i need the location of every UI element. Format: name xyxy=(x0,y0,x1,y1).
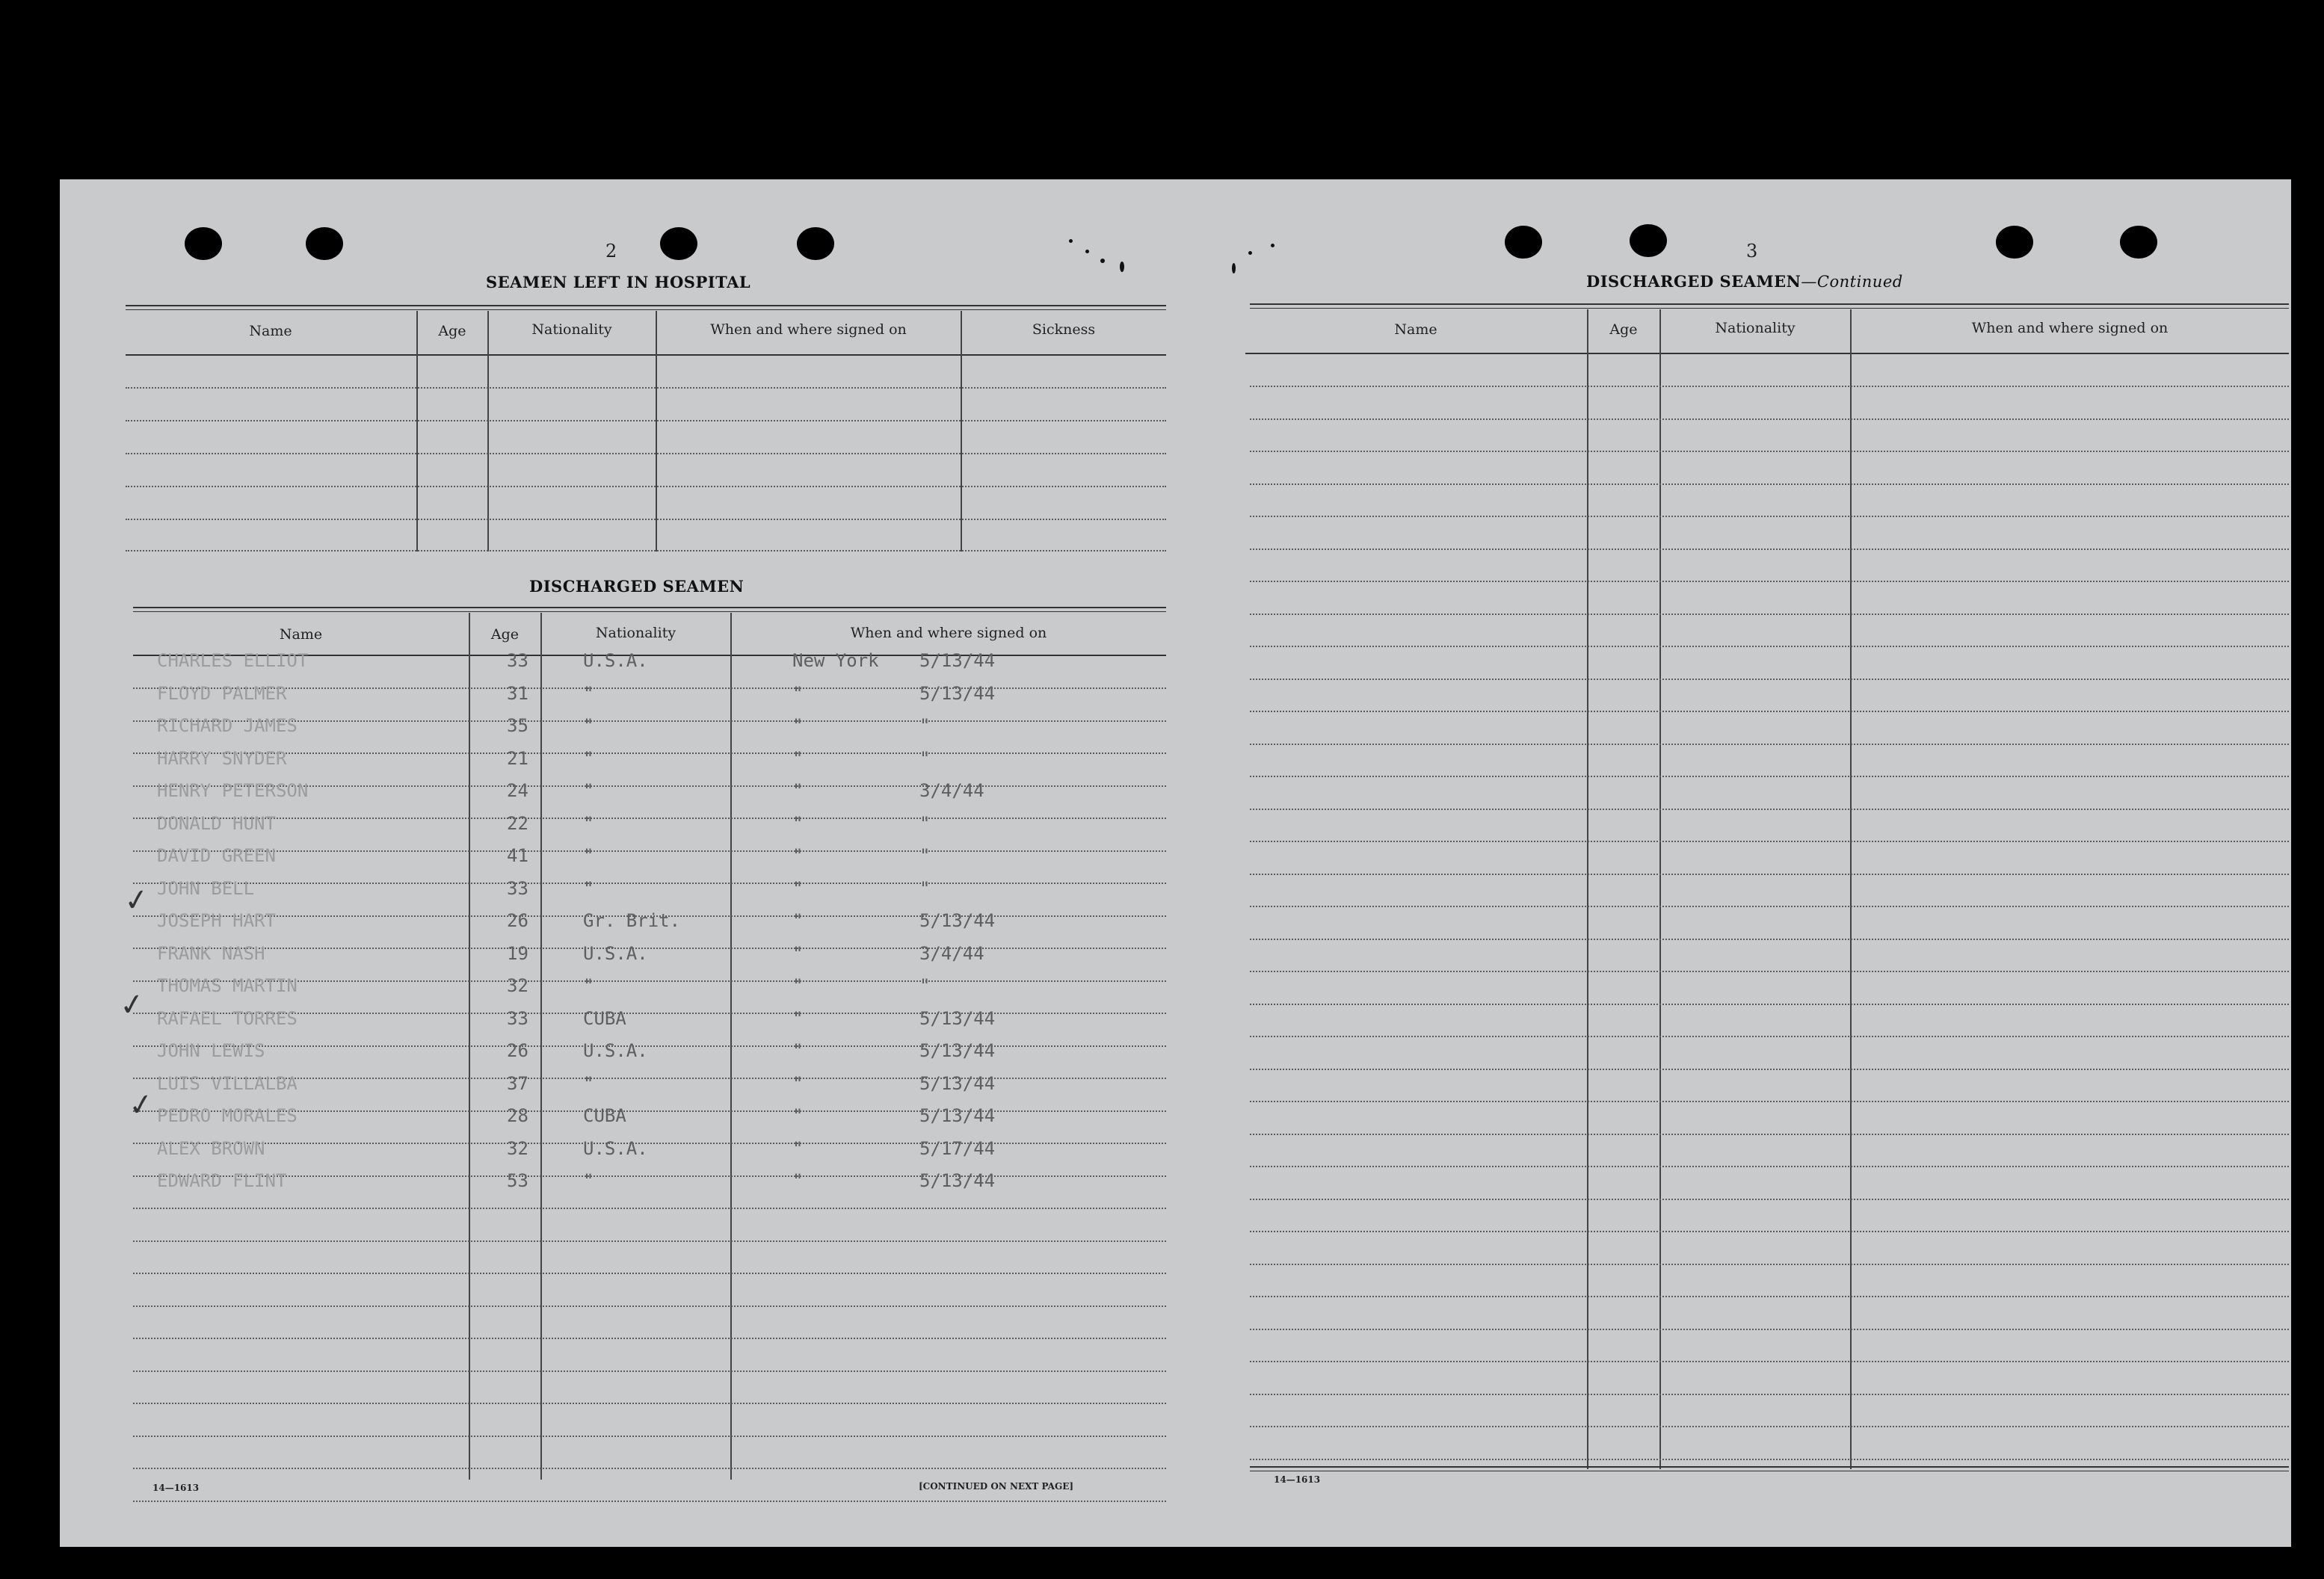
discharged-nationality-cell: U.S.A. xyxy=(583,942,648,964)
right-row-line xyxy=(1250,614,2289,615)
form-number-right: 14—1613 xyxy=(1274,1474,1321,1485)
right-col-signed-on: When and where signed on xyxy=(1971,320,2169,336)
hospital-col-age: Age xyxy=(438,323,466,339)
right-row-line xyxy=(1250,1394,2289,1395)
right-row-line xyxy=(1250,841,2289,842)
discharged-place-cell: " xyxy=(792,1007,804,1029)
right-row-line xyxy=(1250,1426,2289,1427)
hospital-top-rule-2 xyxy=(126,309,1166,310)
discharged-name-cell: CHARLES ELLIOT xyxy=(157,650,309,671)
discharged-row-line xyxy=(133,818,1166,819)
hospital-col-name: Name xyxy=(249,323,292,339)
discharged-nationality-cell: " xyxy=(583,1072,594,1094)
right-row-line xyxy=(1250,744,2289,745)
hospital-row-line xyxy=(126,550,1166,551)
discharged-date-cell: " xyxy=(919,715,931,736)
hospital-row-line xyxy=(126,519,1166,520)
discharged-place-cell: " xyxy=(792,747,804,769)
discharged-row-line xyxy=(133,1045,1166,1047)
discharged-date-cell: 5/13/44 xyxy=(919,650,996,671)
ink-speck xyxy=(1120,262,1124,272)
discharged-row-line xyxy=(133,1208,1166,1209)
discharged-place-cell: " xyxy=(792,1170,804,1191)
discharged-row-line xyxy=(133,1501,1166,1502)
discharged-date-cell: 3/4/44 xyxy=(919,780,984,801)
ink-speck xyxy=(1248,251,1252,255)
right-row-line xyxy=(1250,1004,2289,1005)
right-header-rule xyxy=(1245,353,2289,354)
right-bottom-rule xyxy=(1250,1466,2289,1468)
discharged-name-cell: DONALD HUNT xyxy=(157,812,276,834)
discharged-col-age: Age xyxy=(490,626,520,643)
discharged-row-line xyxy=(133,753,1166,754)
right-row-line xyxy=(1250,971,2289,972)
right-row-line xyxy=(1250,516,2289,517)
document-sheet xyxy=(60,179,2291,1547)
discharged-nationality-cell: CUBA xyxy=(583,1007,626,1029)
discharged-row-line xyxy=(133,948,1166,949)
right-row-line xyxy=(1250,418,2289,420)
discharged-row-line xyxy=(133,1273,1166,1274)
discharged-row-line xyxy=(133,1468,1166,1469)
punch-hole-icon xyxy=(306,227,343,260)
discharged-place-cell: " xyxy=(792,780,804,801)
discharged-place-cell: " xyxy=(792,1072,804,1094)
right-row-line xyxy=(1250,1329,2289,1330)
right-row-line xyxy=(1250,1361,2289,1362)
discharged-name-cell: JOHN BELL xyxy=(157,877,255,899)
discharged-name-cell: EDWARD FLINT xyxy=(157,1170,287,1191)
right-row-line xyxy=(1250,1459,2289,1460)
discharged-place-cell: " xyxy=(792,812,804,834)
discharged-name-cell: JOSEPH HART xyxy=(157,910,276,931)
discharged-place-cell: " xyxy=(792,1137,804,1159)
discharged-name-cell: RICHARD JAMES xyxy=(157,715,298,736)
discharged-continued-title-bold: DISCHARGED SEAMEN xyxy=(1586,272,1801,291)
hospital-top-rule xyxy=(126,305,1166,306)
check-mark-icon: ✓ xyxy=(126,1086,156,1125)
discharged-age-cell: 32 xyxy=(507,1137,528,1159)
discharged-nationality-cell: " xyxy=(583,812,594,834)
continued-note: [CONTINUED ON NEXT PAGE] xyxy=(919,1481,1074,1492)
punch-hole-icon xyxy=(660,227,697,260)
discharged-age-cell: 26 xyxy=(507,1040,528,1061)
discharged-age-cell: 26 xyxy=(507,910,528,931)
discharged-age-cell: 21 xyxy=(507,747,528,769)
discharged-place-cell: " xyxy=(792,845,804,866)
discharged-age-cell: 33 xyxy=(507,1007,528,1029)
hospital-col-sickness: Sickness xyxy=(1032,321,1096,338)
right-col-name: Name xyxy=(1394,321,1437,338)
hospital-col-divider xyxy=(487,311,489,551)
right-row-line xyxy=(1250,679,2289,680)
right-row-line xyxy=(1250,1296,2289,1297)
discharged-age-cell: 31 xyxy=(507,682,528,704)
discharged-row-line xyxy=(133,1338,1166,1339)
right-top-rule xyxy=(1250,303,2289,305)
hospital-header-rule xyxy=(126,354,1166,356)
ink-speck xyxy=(1100,259,1105,263)
right-row-line xyxy=(1250,1134,2289,1135)
right-row-line xyxy=(1250,711,2289,712)
discharged-date-cell: " xyxy=(919,845,931,866)
right-row-line xyxy=(1250,549,2289,550)
discharged-top-rule xyxy=(133,607,1166,608)
discharged-date-cell: 5/13/44 xyxy=(919,682,996,704)
punch-hole-icon xyxy=(1505,226,1542,259)
discharged-date-cell: 5/13/44 xyxy=(919,1105,996,1126)
right-row-line xyxy=(1250,939,2289,940)
right-row-line xyxy=(1250,874,2289,875)
discharged-date-cell: 5/13/44 xyxy=(919,1170,996,1191)
discharged-nationality-cell: " xyxy=(583,780,594,801)
hospital-row-line xyxy=(126,420,1166,421)
right-row-line xyxy=(1250,906,2289,907)
discharged-place-cell: " xyxy=(792,910,804,931)
discharged-age-cell: 28 xyxy=(507,1105,528,1126)
discharged-place-cell: " xyxy=(792,942,804,964)
discharged-row-line xyxy=(133,1175,1166,1177)
discharged-name-cell: THOMAS MARTIN xyxy=(157,975,298,996)
discharged-top-rule-2 xyxy=(133,611,1166,612)
discharged-section-title: DISCHARGED SEAMEN xyxy=(529,577,745,596)
discharged-name-cell: FLOYD PALMER xyxy=(157,682,287,704)
discharged-name-cell: ALEX BROWN xyxy=(157,1137,265,1159)
discharged-name-cell: HENRY PETERSON xyxy=(157,780,309,801)
punch-hole-icon xyxy=(1996,226,2033,259)
discharged-col-signed-on: When and where signed on xyxy=(850,625,1047,641)
punch-hole-icon xyxy=(2120,226,2157,259)
discharged-name-cell: PEDRO MORALES xyxy=(157,1105,298,1126)
discharged-age-cell: 37 xyxy=(507,1072,528,1094)
hospital-col-nationality: Nationality xyxy=(531,321,612,338)
discharged-name-cell: RAFAEL TORRES xyxy=(157,1007,298,1029)
right-row-line xyxy=(1250,1036,2289,1037)
discharged-place-cell: " xyxy=(792,975,804,996)
check-mark-icon: ✓ xyxy=(121,881,152,920)
hospital-col-divider xyxy=(961,311,962,551)
right-top-rule-2 xyxy=(1250,308,2289,309)
discharged-row-line xyxy=(133,1403,1166,1404)
ink-speck xyxy=(1085,250,1089,253)
discharged-age-cell: 24 xyxy=(507,780,528,801)
discharged-date-cell: " xyxy=(919,877,931,899)
discharged-age-cell: 33 xyxy=(507,877,528,899)
discharged-row-line xyxy=(133,1240,1166,1242)
discharged-row-line xyxy=(133,1371,1166,1372)
form-number-left: 14—1613 xyxy=(152,1483,200,1493)
discharged-age-cell: 32 xyxy=(507,975,528,996)
discharged-date-cell: " xyxy=(919,747,931,769)
discharged-name-cell: FRANK NASH xyxy=(157,942,265,964)
hospital-col-divider xyxy=(416,311,418,551)
right-row-line xyxy=(1250,1101,2289,1102)
check-mark-icon: ✓ xyxy=(117,986,147,1025)
discharged-nationality-cell: " xyxy=(583,845,594,866)
discharged-age-cell: 33 xyxy=(507,650,528,671)
discharged-date-cell: 5/13/44 xyxy=(919,1072,996,1094)
discharged-place-cell: " xyxy=(792,1040,804,1061)
discharged-row-line xyxy=(133,1143,1166,1144)
discharged-date-cell: " xyxy=(919,975,931,996)
hospital-col-signed-on: When and where signed on xyxy=(710,321,907,338)
ink-speck xyxy=(1069,239,1073,243)
discharged-date-cell: 3/4/44 xyxy=(919,942,984,964)
hospital-section-title: SEAMEN LEFT IN HOSPITAL xyxy=(486,273,751,291)
hospital-row-line xyxy=(126,453,1166,454)
discharged-place-cell: " xyxy=(792,1105,804,1126)
discharged-nationality-cell: " xyxy=(583,877,594,899)
discharged-nationality-cell: U.S.A. xyxy=(583,650,648,671)
ink-speck xyxy=(1271,244,1274,247)
discharged-nationality-cell: " xyxy=(583,975,594,996)
discharged-col-nationality: Nationality xyxy=(595,625,676,641)
discharged-nationality-cell: Gr. Brit. xyxy=(583,910,681,931)
discharged-row-line xyxy=(133,883,1166,884)
discharged-age-cell: 53 xyxy=(507,1170,528,1191)
discharged-row-line xyxy=(133,850,1166,852)
discharged-name-cell: HARRY SNYDER xyxy=(157,747,287,769)
discharged-name-cell: JOHN LEWIS xyxy=(157,1040,265,1061)
right-row-line xyxy=(1250,1264,2289,1265)
discharged-age-cell: 35 xyxy=(507,715,528,736)
discharged-date-cell: 5/13/44 xyxy=(919,1007,996,1029)
discharged-row-line xyxy=(133,1305,1166,1307)
page-number-left: 2 xyxy=(605,241,617,262)
discharged-place-cell: New York xyxy=(792,650,879,671)
right-row-line xyxy=(1250,1199,2289,1200)
discharged-age-cell: 41 xyxy=(507,845,528,866)
right-row-line xyxy=(1250,581,2289,582)
punch-hole-icon xyxy=(185,227,222,260)
right-row-line xyxy=(1250,646,2289,647)
punch-hole-icon xyxy=(1630,224,1667,257)
discharged-place-cell: " xyxy=(792,682,804,704)
discharged-place-cell: " xyxy=(792,715,804,736)
page-number-right: 3 xyxy=(1746,241,1758,262)
discharged-nationality-cell: " xyxy=(583,715,594,736)
discharged-col-name: Name xyxy=(279,626,323,643)
discharged-name-cell: DAVID GREEN xyxy=(157,845,276,866)
discharged-date-cell: 5/17/44 xyxy=(919,1137,996,1159)
discharged-nationality-cell: " xyxy=(583,1170,594,1191)
right-row-line xyxy=(1250,386,2289,387)
discharged-nationality-cell: " xyxy=(583,682,594,704)
discharged-nationality-cell: CUBA xyxy=(583,1105,626,1126)
discharged-nationality-cell: " xyxy=(583,747,594,769)
right-row-line xyxy=(1250,1166,2289,1167)
discharged-row-line xyxy=(133,687,1166,689)
punch-hole-icon xyxy=(797,227,834,260)
discharged-nationality-cell: U.S.A. xyxy=(583,1040,648,1061)
discharged-row-line xyxy=(133,1436,1166,1437)
discharged-date-cell: 5/13/44 xyxy=(919,1040,996,1061)
right-row-line xyxy=(1250,809,2289,810)
hospital-col-divider xyxy=(656,311,657,551)
right-col-nationality: Nationality xyxy=(1715,320,1796,336)
discharged-date-cell: 5/13/44 xyxy=(919,910,996,931)
discharged-continued-suffix: —Continued xyxy=(1801,273,1903,291)
right-row-line xyxy=(1250,1231,2289,1232)
right-row-line xyxy=(1250,451,2289,452)
hospital-row-line xyxy=(126,486,1166,487)
right-col-age: Age xyxy=(1609,321,1638,338)
discharged-name-cell: LUIS VILLALBA xyxy=(157,1072,298,1094)
discharged-continued-title xyxy=(1586,272,1903,291)
ink-speck xyxy=(1232,263,1236,274)
discharged-date-cell: " xyxy=(919,812,931,834)
discharged-age-cell: 22 xyxy=(507,812,528,834)
right-row-line xyxy=(1250,776,2289,777)
hospital-row-line xyxy=(126,387,1166,389)
discharged-age-cell: 19 xyxy=(507,942,528,964)
discharged-nationality-cell: U.S.A. xyxy=(583,1137,648,1159)
discharged-place-cell: " xyxy=(792,877,804,899)
right-row-line xyxy=(1250,483,2289,485)
right-row-line xyxy=(1250,1069,2289,1070)
